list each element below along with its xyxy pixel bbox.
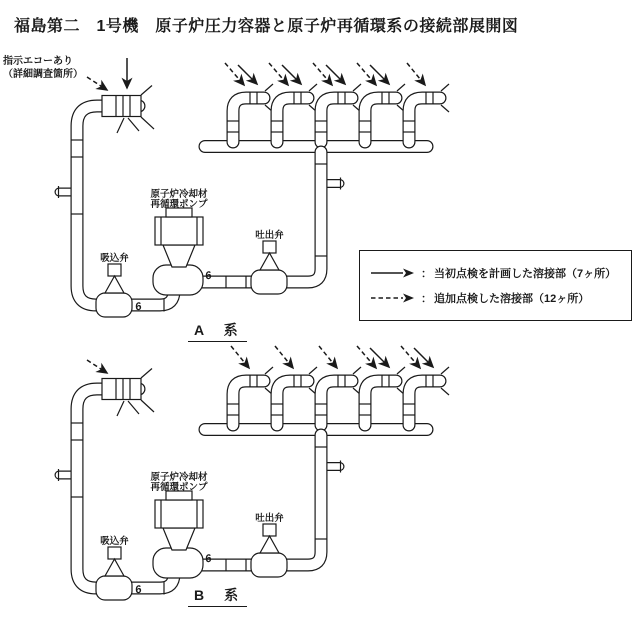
additional-weld-arrow bbox=[275, 346, 293, 368]
pump-label-line2: 再循環ポンプ bbox=[150, 199, 208, 210]
break-whisker bbox=[265, 367, 273, 374]
additional-weld-arrow bbox=[319, 346, 337, 368]
additional-weld-arrow bbox=[313, 63, 332, 85]
break-whisker bbox=[353, 84, 361, 91]
pipe-size-mark: 6 bbox=[204, 552, 213, 566]
legend-box bbox=[359, 250, 632, 321]
suction-valve-body bbox=[96, 293, 132, 317]
break-whisker bbox=[397, 84, 405, 91]
riser-4-bore bbox=[365, 381, 396, 425]
legend-colon: ： bbox=[421, 293, 432, 305]
discharge-valve-stem bbox=[260, 253, 279, 270]
additional-weld-arrow bbox=[225, 63, 244, 85]
pump-label-line1: 原子炉冷却材 bbox=[150, 472, 208, 483]
suction-valve-actuator bbox=[108, 264, 121, 276]
echo-annotation bbox=[3, 55, 83, 81]
additional-weld-arrow bbox=[357, 63, 376, 85]
system-B-piping bbox=[59, 346, 450, 600]
suction-valve-label: 吸込弁 bbox=[100, 253, 129, 264]
riser-3-bore bbox=[321, 381, 352, 425]
discharge-pipe-bore bbox=[198, 435, 321, 565]
break-whisker bbox=[141, 400, 154, 412]
additional-weld-arrow bbox=[87, 77, 107, 90]
suction-valve-stem bbox=[105, 559, 124, 576]
discharge-valve-label: 吐出弁 bbox=[255, 230, 284, 241]
discharge-valve-body bbox=[251, 553, 287, 577]
pipe-size-mark: 6 bbox=[134, 300, 143, 314]
legend-label-additional: 追加点検した溶接部（12ヶ所） bbox=[434, 293, 590, 305]
break-whisker bbox=[441, 388, 449, 395]
break-whisker bbox=[441, 84, 449, 91]
break-whisker bbox=[141, 86, 152, 96]
break-whisker bbox=[128, 118, 139, 131]
pump-casing bbox=[153, 548, 203, 578]
riser-5-bore bbox=[409, 381, 440, 425]
discharge-pipe-bore bbox=[198, 152, 321, 282]
pump-label-line2: 再循環ポンプ bbox=[150, 482, 208, 493]
suction-valve-body bbox=[96, 576, 132, 600]
legend-row-planned bbox=[369, 265, 631, 281]
discharge-valve-body bbox=[251, 270, 287, 294]
section-label-A: A 系 bbox=[188, 320, 247, 342]
additional-weld-arrow bbox=[87, 360, 107, 373]
dashed-arrow-icon bbox=[369, 292, 415, 304]
riser-3-bore bbox=[321, 98, 352, 142]
riser-4-bore bbox=[365, 98, 396, 142]
break-whisker bbox=[141, 369, 152, 379]
rpv-nozzle-stub bbox=[102, 96, 141, 117]
pump-motor-body bbox=[155, 217, 203, 245]
pump-cone bbox=[163, 528, 195, 550]
discharge-valve-stem bbox=[260, 536, 279, 553]
riser-5-bore bbox=[409, 98, 440, 142]
diagram-title: 福島第二 1号機 原子炉圧力容器と原子炉再循環系の接続部展開図 bbox=[14, 18, 519, 35]
break-whisker bbox=[128, 401, 139, 414]
pump-casing bbox=[153, 265, 203, 295]
break-whisker bbox=[265, 84, 273, 91]
pipe-size-mark: 6 bbox=[204, 269, 213, 283]
break-whisker bbox=[309, 367, 317, 374]
pipe-size-mark: 6 bbox=[134, 583, 143, 597]
suction-valve-actuator bbox=[108, 547, 121, 559]
legend-row-additional bbox=[369, 290, 631, 306]
additional-weld-arrow bbox=[407, 63, 425, 85]
additional-weld-arrow bbox=[401, 346, 420, 368]
riser-2-bore bbox=[277, 98, 308, 142]
additional-weld-arrow bbox=[231, 346, 249, 368]
break-whisker bbox=[441, 105, 449, 112]
echo-annotation-line2: （詳細調査箇所） bbox=[3, 69, 83, 80]
break-whisker bbox=[397, 367, 405, 374]
pump-label-line1: 原子炉冷却材 bbox=[150, 189, 208, 200]
discharge-pipe-outline bbox=[198, 152, 321, 282]
legend-colon: ： bbox=[421, 268, 432, 280]
break-whisker bbox=[353, 367, 361, 374]
echo-annotation-line1: 指示エコーあり bbox=[3, 56, 73, 67]
break-whisker bbox=[309, 84, 317, 91]
section-label-B: B 系 bbox=[188, 585, 247, 607]
break-whisker bbox=[117, 401, 124, 416]
break-whisker bbox=[441, 367, 449, 374]
break-whisker bbox=[141, 117, 154, 129]
discharge-valve-label: 吐出弁 bbox=[255, 513, 284, 524]
additional-weld-arrow bbox=[269, 63, 288, 85]
legend-label-planned: 当初点検を計画した溶接部（7ヶ所） bbox=[434, 268, 617, 280]
rpv-nozzle-stub bbox=[102, 379, 141, 400]
pump-cone bbox=[163, 245, 195, 267]
discharge-pipe-outline bbox=[198, 435, 321, 565]
additional-weld-arrow bbox=[357, 346, 376, 368]
solid-arrow-icon bbox=[369, 267, 415, 279]
suction-valve-label: 吸込弁 bbox=[100, 536, 129, 547]
riser-1-bore bbox=[233, 381, 264, 425]
discharge-valve-actuator bbox=[263, 241, 276, 253]
break-whisker bbox=[117, 118, 124, 133]
discharge-valve-actuator bbox=[263, 524, 276, 536]
riser-1-bore bbox=[233, 98, 264, 142]
suction-valve-stem bbox=[105, 276, 124, 293]
riser-2-bore bbox=[277, 381, 308, 425]
pump-motor-body bbox=[155, 500, 203, 528]
